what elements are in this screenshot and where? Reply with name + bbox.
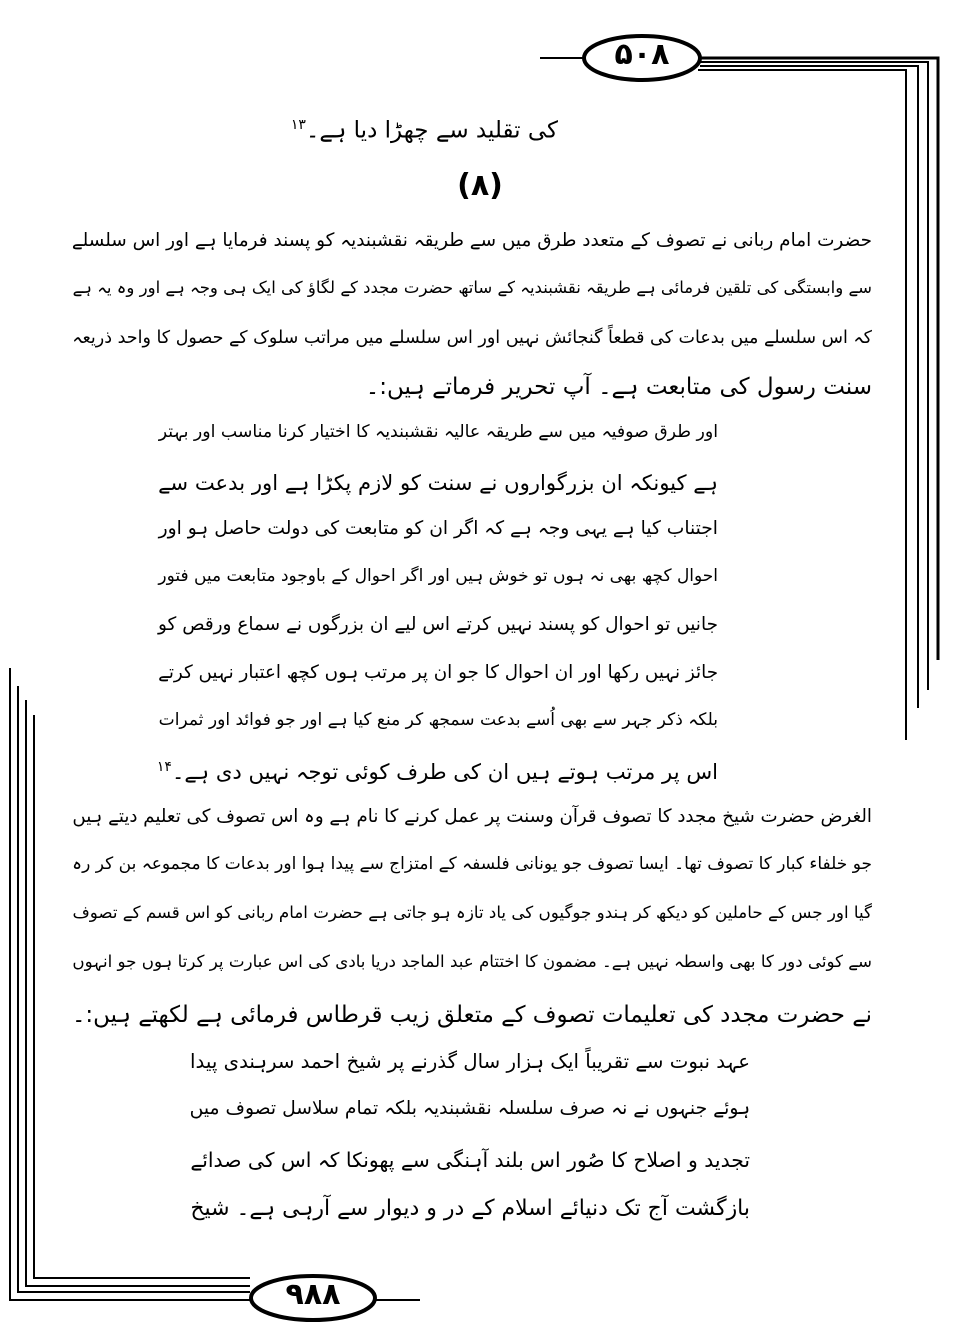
paragraph2-line-1: الغرض حضرت شیخ مجدد کا تصوف قرآن وسنت پر عمل کرنے کا نام ہے وہ اس تصوف کی تعلیم دیتے ہیں [72, 806, 872, 827]
quote2-line-2: ہوئے جنہوں نے نہ صرف سلسلہ نقشبندیہ بلکہ تمام سلاسل تصوف میں [189, 1098, 750, 1119]
paragraph1-line-2: سے وابستگی کی تلقین فرمائی ہے طریقہ نقشبندیہ کے ساتھ حضرت مجدد کے لگاؤ کی ایک ہی وجہ ہے اور وہ یہ ہے [72, 278, 872, 297]
paragraph1-line-1: حضرت امام ربانی نے تصوف کے متعدد طرق میں سے طریقہ نقشبندیہ کو پسند فرمایا ہے اور اس سلسلے [71, 230, 872, 251]
footnote-ref-14: ۱۴ [156, 759, 172, 775]
paragraph1-line-4: سنت رسول کی متابعت ہے۔ آپ تحریر فرماتے ہیں:۔ [365, 374, 872, 400]
paragraph2-line-2: جو خلفاء کبار کا تصوف تھا۔ ایسا تصوف جو یونانی فلسفہ کے امتزاج سے پیدا ہوا اور بدعات کا مجموعہ بن کر رہ [72, 854, 872, 874]
quote1-line-2: ہے کیونکہ ان بزرگواروں نے سنت کو لازم پکڑا ہے اور بدعت سے [158, 470, 718, 495]
quote1-line-4: احوال کچھ بھی نہ ہوں تو خوش ہیں اور اگر احوال کے باوجود متابعت میں فتور [158, 566, 718, 586]
top-page-number: ۵۰۸ [614, 37, 670, 72]
paragraph2-line-5: نے حضرت مجدد کی تعلیمات تصوف کے متعلق زیب قرطاس فرمائی ہے لکھتے ہیں:۔ [72, 1002, 872, 1028]
quote1-line-5: جانیں تو احوال کو پسند نہیں کرتے اس لیے ان بزرگوں نے سماع ورقص کو [157, 614, 718, 635]
quote1-line-7: بلکہ ذکر جہر سے بھی اُسے بدعت سمجھ کر منع کیا ہے اور جو فوائد اور ثمرات [158, 710, 718, 730]
quote1-line-6: جائز نہیں رکھا اور ان احوال کا جو ان پر مرتب ہوں کچھ اعتبار نہیں کرتے [158, 662, 718, 683]
quote1-line-1: اور طرق صوفیہ میں سے طریقہ عالیہ نقشبندیہ کا اختیار کرنا مناسب اور بہتر [158, 422, 718, 442]
quote1-line-3: اجتناب کیا ہے یہی وجہ ہے کہ اگر ان کو متابعت کی دولت حاصل ہو اور [158, 518, 718, 539]
paragraph1-line-3: کہ اس سلسلے میں بدعات کی قطعاً گنجائش نہیں اور اس سلسلے میں مراتب سلوک کے حصول کا واحد ذریعہ [72, 328, 872, 348]
quote2-line-1: عہد نبوت سے تقریباً ایک ہزار سال گذرنے پر شیخ احمد سرہندی پیدا [190, 1050, 750, 1073]
footnote-ref-13: ۱۳ [290, 117, 306, 133]
quote2-line-3: تجدید و اصلاح کا صُور اس بلند آہنگی سے پھونکا کہ اس کی صدائے [190, 1148, 750, 1172]
quote1-line-8-text: اس پر مرتب ہوتے ہیں ان کی طرف کوئی توجہ نہیں دی ہے۔ [171, 759, 718, 785]
intro-line-text: کی تقلید سے چھڑا دیا ہے۔ [305, 117, 558, 144]
bottom-page-number: ۹۸۸ [285, 1277, 341, 1312]
intro-line [291, 118, 558, 143]
paragraph2-line-4: سے کوئی دور کا بھی واسطہ نہیں ہے۔ مضمون کا اختتام عبد الماجد دریا بادی کی اس عبارت پر کرتا ہوں جو انہوں [72, 952, 872, 971]
section-heading: (۸) [457, 168, 503, 203]
quote1-line-8 [156, 759, 718, 785]
paragraph2-line-3: گیا اور جس کے حاملین کو دیکھ کر ہندو جوگیوں کی یاد تازہ ہو جاتی ہے حضرت امام ربانی کو اس قسم کے تصوف [72, 902, 872, 922]
quote2-line-4: بازگشت آج تک دنیائے اسلام کے در و دیوار سے آرہی ہے۔ شیخ [190, 1196, 750, 1221]
